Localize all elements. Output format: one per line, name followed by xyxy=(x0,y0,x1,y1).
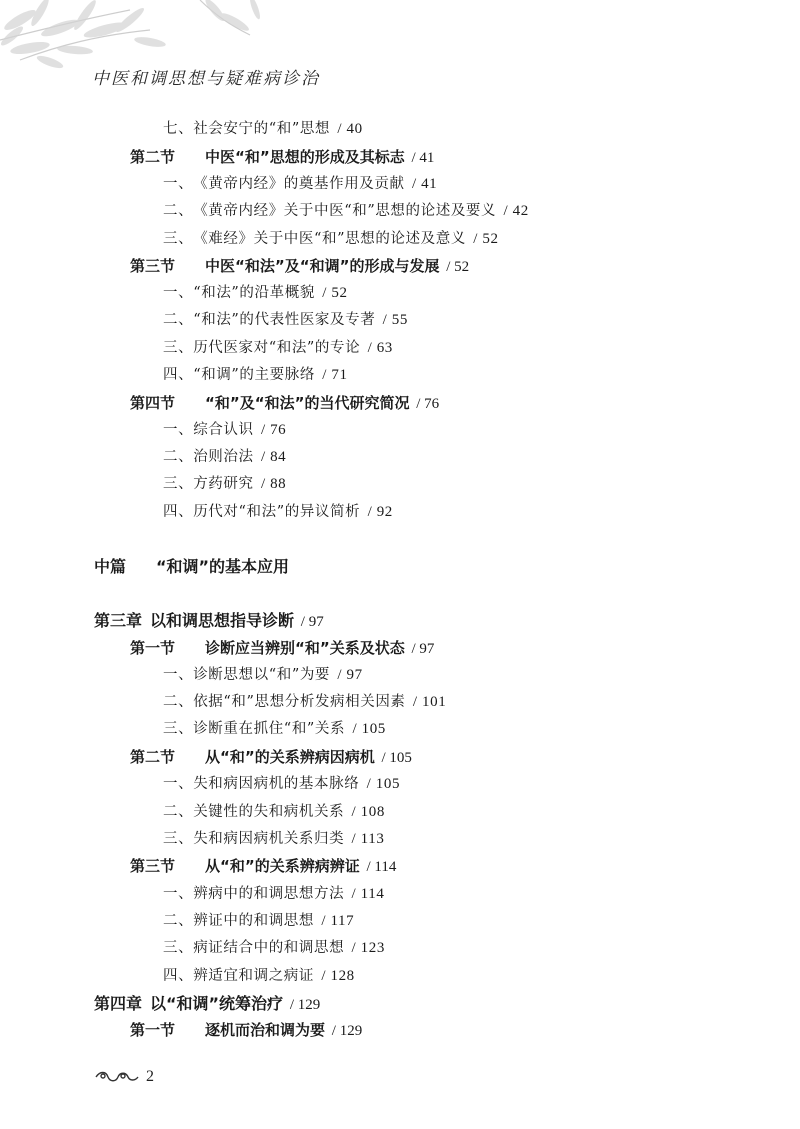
toc-entry-item[interactable] xyxy=(163,722,386,737)
toc-entry-item[interactable] xyxy=(163,368,348,383)
toc-entry-title: “和法”的代表性医家及专著 xyxy=(193,312,376,328)
toc-entry-item[interactable] xyxy=(163,423,286,438)
toc-entry-separator: / xyxy=(442,259,455,275)
toc-entry-title: 综合认识 xyxy=(193,422,254,438)
toc-entry-title: 《难经》关于中医“和”思想的论述及意义 xyxy=(193,231,466,247)
toc-entry-label: 第二节 xyxy=(130,148,176,166)
toc-entry-title: “和”及“和法”的当代研究简况 xyxy=(205,394,410,412)
toc-entry-page: 129 xyxy=(297,997,321,1013)
toc-entry-page: 52 xyxy=(331,285,348,301)
toc-entry-separator: / xyxy=(377,750,390,766)
toc-entry-item[interactable] xyxy=(163,177,437,192)
toc-entry-item[interactable] xyxy=(163,505,393,520)
toc-entry-label: 四、 xyxy=(163,367,194,383)
toc-entry-page: 71 xyxy=(331,367,348,383)
toc-entry-separator: / xyxy=(347,886,361,902)
toc-entry-separator: / xyxy=(256,422,271,438)
toc-entry-label: 三、 xyxy=(163,476,194,492)
toc-entry-item[interactable] xyxy=(163,204,529,219)
toc-entry-chapter[interactable] xyxy=(94,613,324,630)
toc-entry-label: 第三节 xyxy=(130,257,176,275)
toc-entry-title: 《黄帝内经》关于中医“和”思想的论述及要义 xyxy=(193,203,497,219)
toc-entry-label: 第一节 xyxy=(130,639,176,657)
toc-entry-separator: / xyxy=(362,859,375,875)
page-number: 2 xyxy=(146,1068,154,1085)
toc-entry-label: 二、 xyxy=(163,804,194,820)
toc-entry-separator: / xyxy=(468,231,483,247)
toc-entry-title: 以“和调”统筹治疗 xyxy=(150,994,284,1013)
toc-entry-label: 二、 xyxy=(163,913,194,929)
toc-entry-item[interactable] xyxy=(163,914,354,929)
toc-entry-separator: / xyxy=(297,614,309,630)
toc-entry-label: 三、 xyxy=(163,231,194,247)
toc-entry-title: 以和调思想指导诊断 xyxy=(150,611,295,630)
toc-entry-title: 《黄帝内经》的奠基作用及贡献 xyxy=(193,176,405,192)
toc-entry-item[interactable] xyxy=(163,122,363,137)
toc-entry-title: “和调”的主要脉络 xyxy=(193,367,315,383)
toc-entry-title: 失和病因病机关系归类 xyxy=(193,831,345,847)
toc-entry-separator: / xyxy=(333,121,347,137)
toc-entry-label: 四、 xyxy=(163,968,194,984)
toc-entry-separator: / xyxy=(317,285,332,301)
toc-entry-label: 一、 xyxy=(163,285,194,301)
toc-entry-label: 第四节 xyxy=(130,394,176,412)
toc-entry-page: 97 xyxy=(308,614,324,630)
toc-entry-separator: / xyxy=(317,968,331,984)
toc-entry-page: 52 xyxy=(482,231,499,247)
toc-entry-separator: / xyxy=(407,641,420,657)
toc-entry-separator: / xyxy=(363,340,377,356)
toc-entry-section[interactable] xyxy=(130,750,412,766)
toc-entry-label: 一、 xyxy=(163,886,194,902)
toc-entry-section[interactable] xyxy=(130,396,439,412)
toc-entry-item[interactable] xyxy=(163,450,286,465)
toc-entry-title: 治则治法 xyxy=(193,449,254,465)
scroll-ornament-icon xyxy=(94,1069,140,1085)
toc-entry-label: 二、 xyxy=(163,203,194,219)
page-footer xyxy=(94,1068,154,1086)
toc-entry-separator: / xyxy=(256,449,271,465)
toc-entry-label: 三、 xyxy=(163,340,194,356)
toc-entry-page: 92 xyxy=(376,504,393,520)
toc-entry-item[interactable] xyxy=(163,832,384,847)
toc-entry-page: 105 xyxy=(375,776,401,792)
toc-entry-separator: / xyxy=(328,1023,340,1039)
toc-entry-separator: / xyxy=(347,940,361,956)
toc-entry-item[interactable] xyxy=(163,969,355,984)
toc-entry-title: 诊断思想以“和”为要 xyxy=(193,667,331,683)
toc-entry-page: 123 xyxy=(360,940,385,956)
toc-entry-page: 101 xyxy=(422,694,447,710)
toc-entry-page: 108 xyxy=(360,804,385,820)
toc-entry-page: 41 xyxy=(419,150,435,166)
toc-entry-chapter[interactable] xyxy=(94,996,320,1013)
toc-entry-item[interactable] xyxy=(163,805,385,820)
toc-entry-separator: / xyxy=(317,913,331,929)
toc-entry-separator: / xyxy=(286,997,298,1013)
toc-entry-separator: / xyxy=(333,667,347,683)
toc-entry-label: 第四章 xyxy=(94,994,143,1013)
toc-entry-label: 一、 xyxy=(163,422,194,438)
toc-entry-separator: / xyxy=(407,176,422,192)
toc-entry-item[interactable] xyxy=(163,286,348,301)
toc-entry-title: 方药研究 xyxy=(193,476,254,492)
toc-entry-page: 40 xyxy=(346,121,363,137)
toc-entry-label: 一、 xyxy=(163,176,194,192)
toc-entry-item[interactable] xyxy=(163,313,408,328)
toc-entry-title: 病证结合中的和调思想 xyxy=(193,940,345,956)
toc-entry-item[interactable] xyxy=(163,777,400,792)
toc-entry-page: 88 xyxy=(270,476,287,492)
running-header-title: 中医和调思想与疑难病诊治 xyxy=(92,69,320,89)
toc-entry-section[interactable] xyxy=(130,859,396,875)
toc-entry-page: 114 xyxy=(360,886,385,902)
toc-entry-title: 从“和”的关系辨病辨证 xyxy=(205,857,360,875)
toc-entry-label: 二、 xyxy=(163,449,194,465)
toc-entry-page: 129 xyxy=(339,1023,363,1039)
toc-entry-title: 辨适宜和调之病证 xyxy=(193,968,315,984)
toc-entry-item[interactable] xyxy=(163,341,393,356)
toc-entry-part[interactable] xyxy=(94,559,289,575)
toc-entry-title: 诊断重在抓住“和”关系 xyxy=(193,721,346,737)
toc-entry-separator: / xyxy=(348,721,362,737)
toc-entry-label: 二、 xyxy=(163,312,194,328)
toc-entry-page: 42 xyxy=(512,203,529,219)
toc-entry-page: 105 xyxy=(389,750,412,766)
toc-entry-separator: / xyxy=(499,203,513,219)
toc-entry-title: 逐机而治和调为要 xyxy=(205,1021,326,1039)
toc-entry-page: 114 xyxy=(374,859,397,875)
toc-entry-separator: / xyxy=(347,831,361,847)
toc-entry-page: 76 xyxy=(424,396,440,412)
toc-entry-page: 97 xyxy=(346,667,363,683)
toc-entry-item[interactable] xyxy=(163,887,384,902)
toc-entry-separator: / xyxy=(363,504,377,520)
toc-entry-separator: / xyxy=(256,476,271,492)
toc-entry-label: 中篇 xyxy=(94,557,127,576)
toc-entry-label: 四、 xyxy=(163,504,194,520)
toc-entry-label: 第二节 xyxy=(130,748,176,766)
toc-entry-page: 52 xyxy=(454,259,470,275)
toc-entry-page: 41 xyxy=(421,176,438,192)
toc-entry-page: 55 xyxy=(391,312,408,328)
toc-entry-title: 依据“和”思想分析发病相关因素 xyxy=(193,694,406,710)
toc-entry-section[interactable] xyxy=(130,641,434,657)
toc-entry-section[interactable] xyxy=(130,150,434,166)
toc-entry-separator: / xyxy=(378,312,392,328)
toc-entry-item[interactable] xyxy=(163,941,385,956)
toc-entry-title: 社会安宁的“和”思想 xyxy=(193,121,331,137)
toc-entry-title: 中医“和”思想的形成及其标志 xyxy=(205,148,405,166)
toc-entry-title: 中医“和法”及“和调”的形成与发展 xyxy=(205,257,440,275)
toc-entry-title: “和调”的基本应用 xyxy=(156,557,290,576)
toc-entry-label: 第三章 xyxy=(94,611,143,630)
toc-entry-item[interactable] xyxy=(163,477,286,492)
toc-entry-title: 诊断应当辨别“和”关系及状态 xyxy=(205,639,405,657)
toc-entry-page: 105 xyxy=(361,721,386,737)
toc-entry-item[interactable] xyxy=(163,668,363,683)
toc-entry-separator: / xyxy=(362,776,376,792)
toc-entry-page: 84 xyxy=(270,449,287,465)
toc-entry-title: 失和病因病机的基本脉络 xyxy=(193,776,360,792)
toc-entry-page: 113 xyxy=(360,831,385,847)
toc-entry-section[interactable] xyxy=(130,1023,362,1039)
toc-entry-separator: / xyxy=(408,694,422,710)
toc-entry-separator: / xyxy=(412,396,425,412)
toc-entry-page: 76 xyxy=(270,422,287,438)
toc-entry-separator: / xyxy=(407,150,420,166)
toc-entry-page: 63 xyxy=(376,340,393,356)
toc-entry-label: 二、 xyxy=(163,694,194,710)
toc-entry-separator: / xyxy=(317,367,332,383)
toc-entry-label: 第三节 xyxy=(130,857,176,875)
toc-entry-label: 三、 xyxy=(163,940,194,956)
toc-entry-label: 第一节 xyxy=(130,1021,176,1039)
toc-entry-section[interactable] xyxy=(130,259,469,275)
toc-entry-label: 三、 xyxy=(163,721,194,737)
toc-entry-separator: / xyxy=(347,804,361,820)
toc-entry-title: 历代医家对“和法”的专论 xyxy=(193,340,361,356)
toc-entry-item[interactable] xyxy=(163,232,499,247)
toc-entry-page: 97 xyxy=(419,641,435,657)
toc-entry-label: 七、 xyxy=(163,121,194,137)
toc-entry-title: 历代对“和法”的异议简析 xyxy=(193,504,361,520)
toc-entry-title: “和法”的沿革概貌 xyxy=(193,285,315,301)
toc-entry-label: 一、 xyxy=(163,667,194,683)
toc-entry-title: 关键性的失和病机关系 xyxy=(193,804,345,820)
toc-entry-title: 辨病中的和调思想方法 xyxy=(193,886,345,902)
toc-entry-title: 辨证中的和调思想 xyxy=(193,913,315,929)
toc-entry-item[interactable] xyxy=(163,695,446,710)
leaf-branch-decoration xyxy=(0,0,800,110)
toc-entry-page: 128 xyxy=(330,968,355,984)
toc-entry-page: 117 xyxy=(330,913,355,929)
toc-entry-title: 从“和”的关系辨病因病机 xyxy=(205,748,375,766)
toc-entry-label: 一、 xyxy=(163,776,194,792)
toc-entry-label: 三、 xyxy=(163,831,194,847)
